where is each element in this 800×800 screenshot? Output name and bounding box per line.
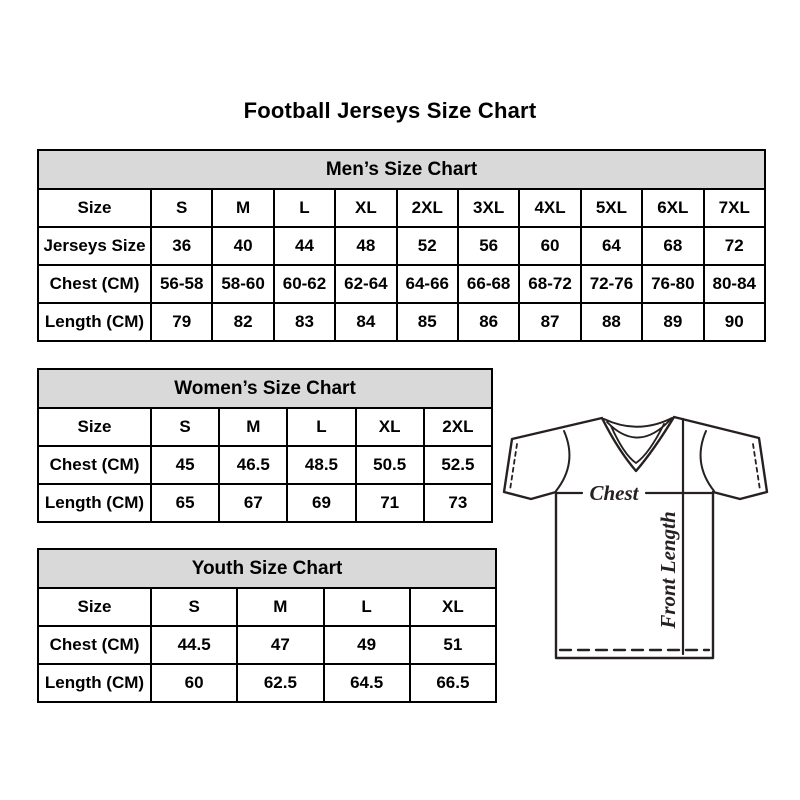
value-cell: 79 <box>151 303 212 341</box>
front-length-measure-label: Front Length <box>656 511 680 629</box>
value-cell: 73 <box>424 484 492 522</box>
value-cell: 87 <box>519 303 580 341</box>
table-row <box>38 588 496 626</box>
table-row <box>38 664 496 702</box>
section-header-title: Men’s Size Chart <box>38 150 765 189</box>
row-label-cell: Chest (CM) <box>38 446 151 484</box>
value-cell: 48.5 <box>287 446 355 484</box>
value-cell: XL <box>410 588 496 626</box>
value-cell: 56 <box>458 227 519 265</box>
row-label-cell: Chest (CM) <box>38 626 151 664</box>
value-cell: 85 <box>397 303 458 341</box>
value-cell: 52.5 <box>424 446 492 484</box>
table-row <box>38 303 765 341</box>
row-label-cell: Chest (CM) <box>38 265 151 303</box>
value-cell: 47 <box>237 626 323 664</box>
value-cell: 3XL <box>458 189 519 227</box>
value-cell: 64-66 <box>397 265 458 303</box>
value-cell: 90 <box>704 303 765 341</box>
section-header-row <box>38 369 492 408</box>
value-cell: 89 <box>642 303 703 341</box>
value-cell: M <box>212 189 273 227</box>
value-cell: 50.5 <box>356 446 424 484</box>
table-row <box>38 189 765 227</box>
value-cell: 64 <box>581 227 642 265</box>
value-cell: 40 <box>212 227 273 265</box>
section-header-row <box>38 150 765 189</box>
value-cell: 67 <box>219 484 287 522</box>
table-row <box>38 446 492 484</box>
value-cell: 60 <box>151 664 237 702</box>
value-cell: M <box>237 588 323 626</box>
value-cell: 2XL <box>424 408 492 446</box>
value-cell: L <box>287 408 355 446</box>
value-cell: 64.5 <box>324 664 410 702</box>
value-cell: M <box>219 408 287 446</box>
value-cell: 48 <box>335 227 396 265</box>
value-cell: 66.5 <box>410 664 496 702</box>
value-cell: 2XL <box>397 189 458 227</box>
value-cell: 58-60 <box>212 265 273 303</box>
row-label-cell: Size <box>38 588 151 626</box>
value-cell: XL <box>335 189 396 227</box>
value-cell: 62-64 <box>335 265 396 303</box>
mens-size-table <box>37 149 766 342</box>
value-cell: L <box>274 189 335 227</box>
jersey-measurement-diagram <box>498 398 780 670</box>
value-cell: 5XL <box>581 189 642 227</box>
value-cell: 71 <box>356 484 424 522</box>
value-cell: L <box>324 588 410 626</box>
value-cell: 84 <box>335 303 396 341</box>
value-cell: 69 <box>287 484 355 522</box>
row-label-cell: Size <box>38 408 151 446</box>
value-cell: 52 <box>397 227 458 265</box>
value-cell: 65 <box>151 484 219 522</box>
table-row <box>38 408 492 446</box>
youth-size-table <box>37 548 497 703</box>
value-cell: 62.5 <box>237 664 323 702</box>
chest-measure-label: Chest <box>589 481 639 505</box>
value-cell: 4XL <box>519 189 580 227</box>
jersey-outline-shape <box>504 417 767 658</box>
row-label-cell: Length (CM) <box>38 484 151 522</box>
value-cell: 51 <box>410 626 496 664</box>
value-cell: 6XL <box>642 189 703 227</box>
value-cell: S <box>151 408 219 446</box>
value-cell: 82 <box>212 303 273 341</box>
row-label-cell: Jerseys Size <box>38 227 151 265</box>
section-header-title: Women’s Size Chart <box>38 369 492 408</box>
value-cell: 56-58 <box>151 265 212 303</box>
row-label-cell: Length (CM) <box>38 303 151 341</box>
value-cell: 88 <box>581 303 642 341</box>
value-cell: 7XL <box>704 189 765 227</box>
section-header-row <box>38 549 496 588</box>
value-cell: 68 <box>642 227 703 265</box>
value-cell: 49 <box>324 626 410 664</box>
value-cell: 44 <box>274 227 335 265</box>
value-cell: 83 <box>274 303 335 341</box>
table-row <box>38 265 765 303</box>
page-title: Football Jerseys Size Chart <box>243 98 537 123</box>
value-cell: 44.5 <box>151 626 237 664</box>
value-cell: S <box>151 189 212 227</box>
womens-size-table <box>37 368 493 523</box>
value-cell: 45 <box>151 446 219 484</box>
value-cell: 80-84 <box>704 265 765 303</box>
value-cell: 66-68 <box>458 265 519 303</box>
row-label-cell: Size <box>38 189 151 227</box>
value-cell: 60-62 <box>274 265 335 303</box>
table-row <box>38 626 496 664</box>
value-cell: 36 <box>151 227 212 265</box>
table-row <box>38 227 765 265</box>
value-cell: 68-72 <box>519 265 580 303</box>
value-cell: 76-80 <box>642 265 703 303</box>
value-cell: 72 <box>704 227 765 265</box>
value-cell: S <box>151 588 237 626</box>
row-label-cell: Length (CM) <box>38 664 151 702</box>
value-cell: 86 <box>458 303 519 341</box>
value-cell: 46.5 <box>219 446 287 484</box>
table-row <box>38 484 492 522</box>
section-header-title: Youth Size Chart <box>38 549 496 588</box>
value-cell: 72-76 <box>581 265 642 303</box>
value-cell: XL <box>356 408 424 446</box>
value-cell: 60 <box>519 227 580 265</box>
